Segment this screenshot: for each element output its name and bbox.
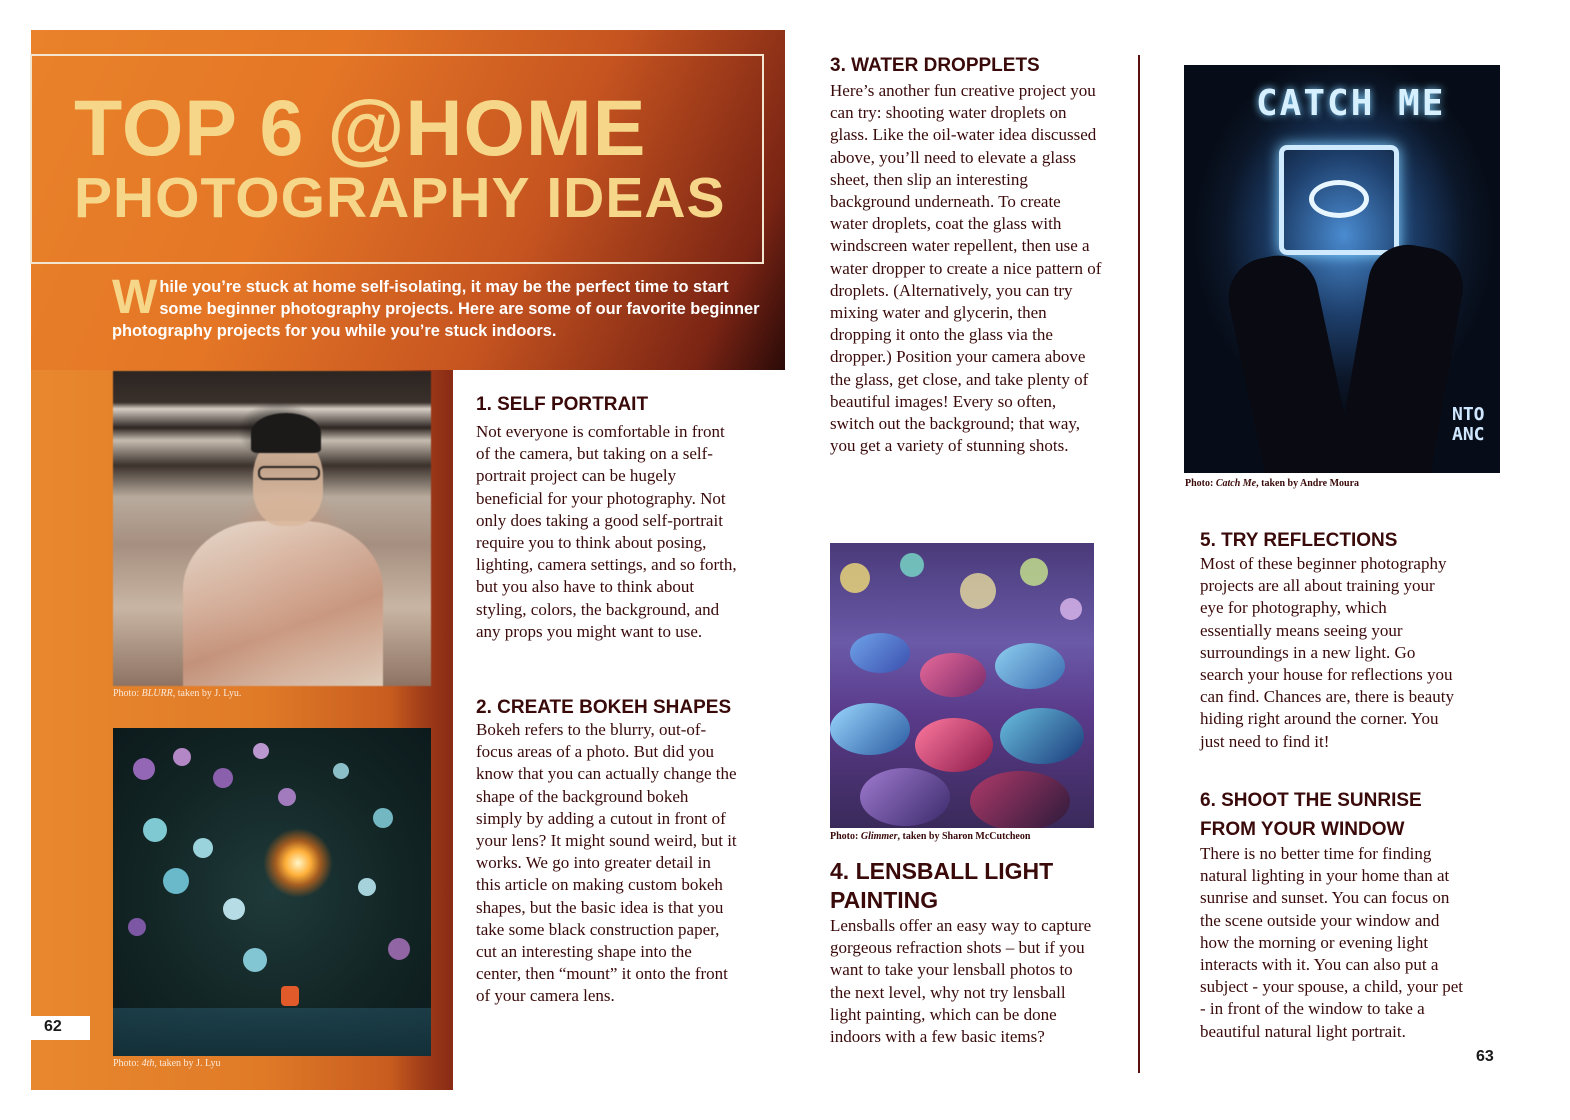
intro-paragraph	[112, 271, 772, 342]
sequin	[915, 718, 993, 772]
bokeh-dot	[173, 748, 191, 766]
photo-blurr-shirt	[183, 521, 383, 686]
heading-lensball-line2: PAINTING	[830, 887, 939, 913]
sparkler-base	[281, 986, 299, 1006]
sequin	[970, 771, 1070, 828]
body-water-droplets: Here’s another fun creative project you can try: shooting water droplets on glass. Like the oil-water idea discussed above, you’ll need to elevate a glass sheet, then slip an interesting background underneath. To create water droplets, coat the glass with windscreen water repellent, then use a water dropper to create a nice pattern of droplets. (Alternatively, you can try mixing water and glycerin, then dropping it onto the glass via the dropper.) Position your camera above the glass, get close, and take plenty of beautiful images! Every so often, switch out the background; that way, you get a variety of stunning shots.	[830, 81, 1102, 456]
sequin	[850, 633, 910, 673]
photo-catch-me	[1184, 65, 1500, 473]
sequin	[860, 768, 950, 826]
photo-glimmer	[830, 543, 1094, 828]
page-number-right: 63	[1476, 1048, 1494, 1065]
caption-glimmer-prefix: Photo:	[830, 831, 861, 842]
body-lensball: Lensballs offer an easy way to capture gorgeous refraction shots – but if you want to take your lensball photos to the next level, why not try lensball light painting, which can be done indoors with a few basic items?	[830, 916, 1092, 1047]
reflection-surface	[113, 1008, 431, 1056]
caption-blurr-prefix: Photo:	[113, 688, 142, 699]
bokeh-dot	[333, 763, 349, 779]
page-title-line1: TOP 6 @HOME	[74, 83, 647, 172]
sequin	[830, 703, 910, 755]
sequin	[1000, 708, 1084, 764]
body-self-portrait: Not everyone is comfortable in front of the camera, but taking on a self-portrait project can be hugely beneficial for your photography. Not only does taking a good self-portrait require you to think about posing, lighting, camera settings, and so forth, but you also have to think about styling, colors, the background, and any props you might want to use.	[476, 422, 737, 641]
bokeh-dot	[278, 788, 296, 806]
bokeh-dot	[133, 758, 155, 780]
heading-sunrise-line1: 6. SHOOT THE SUNRISE	[1200, 790, 1422, 811]
caption-blurr	[113, 688, 241, 699]
body-reflections: Most of these beginner photography projects are all about training your eye for photography, which essentially means seeing your surroundings in a new light. Go search your house for reflections you can find. Chances are, there is beauty hiding right around the corner. You just need to find it!	[1200, 554, 1454, 751]
caption-blurr-title: BLURR	[141, 688, 173, 699]
photo-4th	[113, 728, 431, 1056]
column-divider	[1138, 55, 1140, 1073]
bokeh-dot	[193, 838, 213, 858]
caption-catch-me-suffix: , taken by Andre Moura	[1256, 478, 1360, 489]
sequin	[960, 573, 996, 609]
bokeh-dot	[243, 948, 267, 972]
caption-glimmer-title: Glimmer	[860, 831, 898, 842]
heading-water-droplets: 3. WATER DROPPLETS	[830, 55, 1040, 76]
photo-blurr	[113, 371, 431, 686]
heading-self-portrait: 1. SELF PORTRAIT	[476, 394, 649, 415]
bokeh-dot	[213, 768, 233, 788]
intro-text: hile you’re stuck at home self-isolating, it may be the perfect time to start some beginner photography projects. Here are some of our favorite beginner photography projects for you while you’re stuck indoors.	[112, 278, 760, 340]
bokeh-dot	[128, 918, 146, 936]
caption-4th-suffix: , taken by J. Lyu	[154, 1058, 221, 1069]
caption-blurr-suffix: , taken by J. Lyu.	[172, 688, 242, 699]
bokeh-dot	[253, 743, 269, 759]
sequin	[1060, 598, 1082, 620]
photo-blurr-hat	[251, 413, 321, 453]
page-title-line2: PHOTOGRAPHY IDEAS	[74, 166, 726, 230]
intro-dropcap: W	[112, 271, 158, 324]
body-bokeh-shapes: Bokeh refers to the blurry, out-of-focus areas of a photo. But did you know that you can actually change the shape of the background bokeh simply by adding a cutout in front of your lens? It might sound weird, but it works. We go into greater detail in this article on making custom bokeh shapes, but the basic idea is that you take some black construction paper, cut an interesting shape into the center, then “mount” it onto the front of your camera lens.	[476, 720, 737, 1006]
caption-glimmer	[830, 831, 1030, 842]
sequin	[900, 553, 924, 577]
caption-catch-me-title: Catch Me	[1215, 478, 1257, 489]
photo-catch-me-small-sign: NTO ANC	[1452, 404, 1485, 445]
photo-catch-me-left-hand	[1221, 248, 1357, 473]
caption-4th-prefix: Photo:	[113, 1058, 142, 1069]
sequin	[840, 563, 870, 593]
sequin	[920, 653, 986, 697]
bokeh-dot	[163, 868, 189, 894]
photo-catch-me-right-hand	[1334, 239, 1469, 473]
bokeh-dot	[358, 878, 376, 896]
caption-catch-me	[1185, 478, 1359, 489]
sequin	[1020, 558, 1048, 586]
heading-bokeh-shapes: 2. CREATE BOKEH SHAPES	[476, 697, 732, 718]
page-number-left: 62	[44, 1018, 62, 1035]
bokeh-dot	[143, 818, 167, 842]
sequin	[995, 643, 1065, 689]
heading-sunrise-line2: FROM YOUR WINDOW	[1200, 819, 1405, 840]
heading-lensball-line1: 4. LENSBALL LIGHT	[830, 858, 1054, 884]
caption-catch-me-prefix: Photo:	[1185, 478, 1216, 489]
body-sunrise: There is no better time for finding natural lighting in your home than at sunrise and sunset. You can focus on the scene outside your window and how the morning or evening light interacts with it. You can also put a subject - your spouse, a child, your pet - in front of the window to take a beautiful natural light portrait.	[1200, 844, 1463, 1041]
photo-catch-me-sign: CATCH ME	[1256, 83, 1446, 124]
bokeh-dot	[388, 938, 410, 960]
bokeh-dot	[373, 808, 393, 828]
sparkler-burst	[263, 828, 333, 898]
caption-4th	[113, 1058, 221, 1069]
heading-reflections: 5. TRY REFLECTIONS	[1200, 530, 1398, 551]
bokeh-dot	[223, 898, 245, 920]
photo-catch-me-eye	[1309, 180, 1369, 218]
caption-4th-title: 4th	[141, 1058, 155, 1069]
caption-glimmer-suffix: , taken by Sharon McCutcheon	[897, 831, 1031, 842]
photo-blurr-glasses	[258, 466, 320, 480]
